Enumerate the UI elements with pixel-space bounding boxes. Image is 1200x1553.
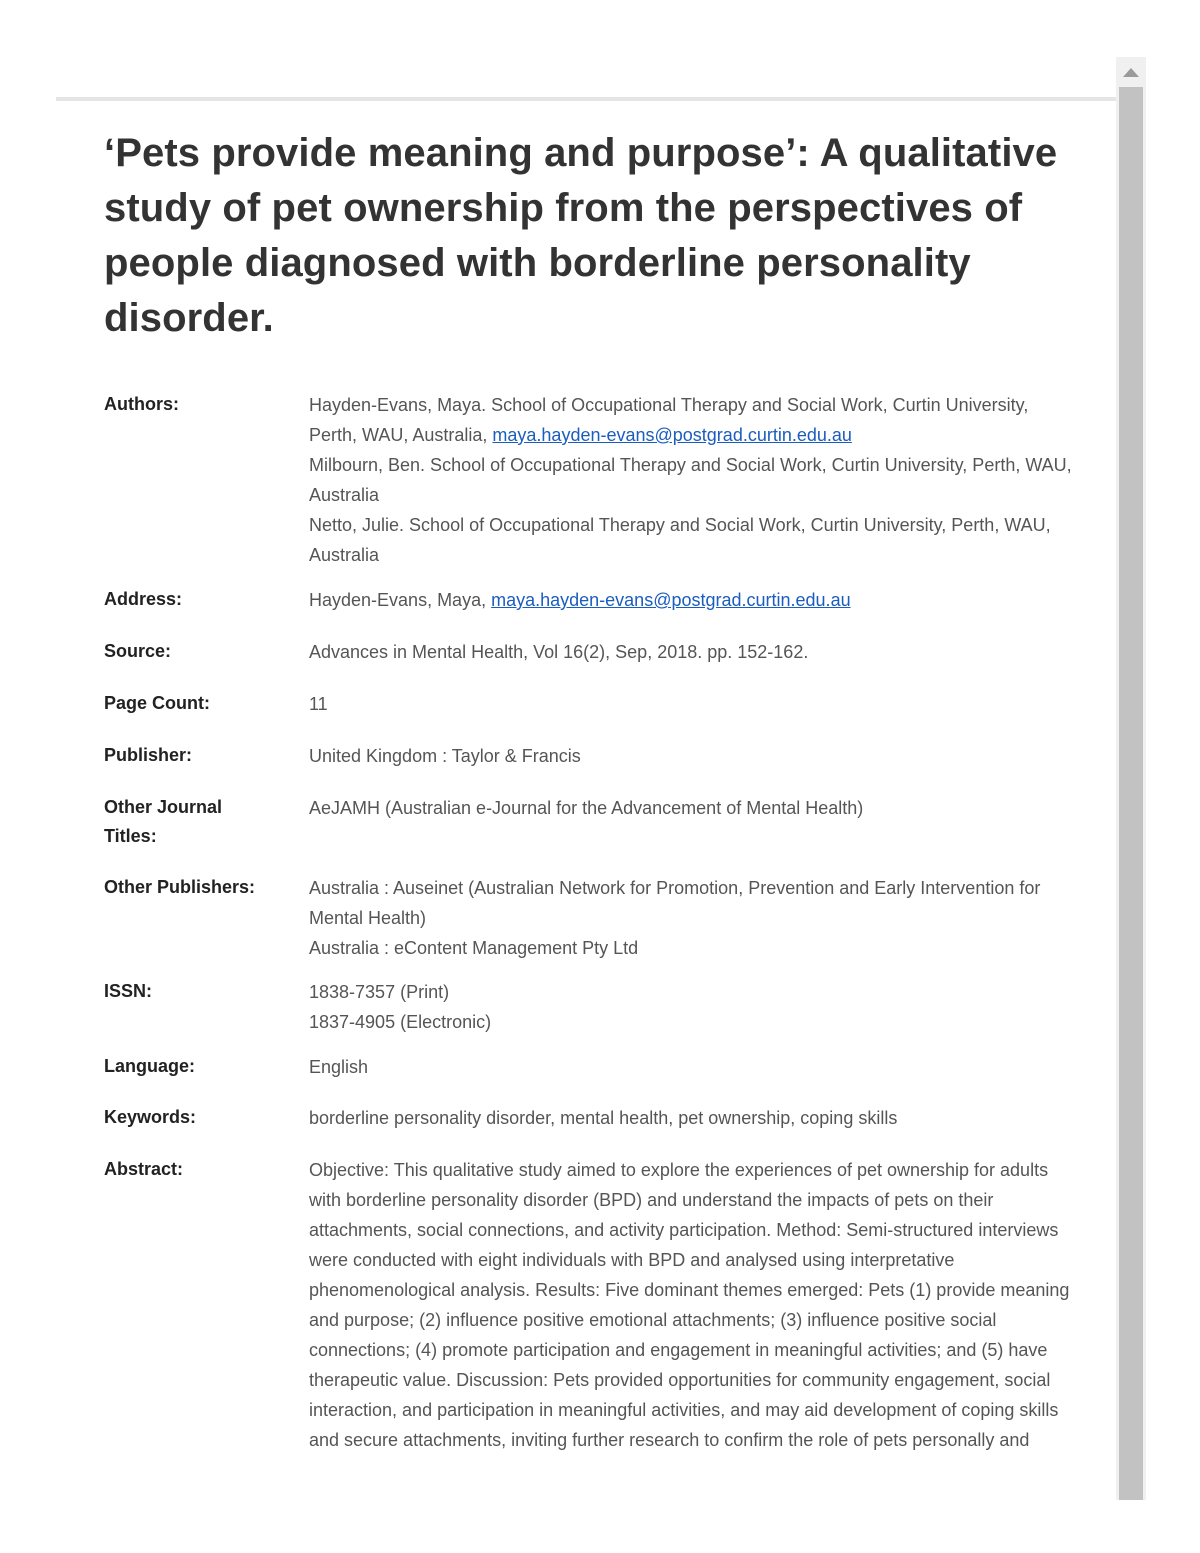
- issn-entry: 1837-4905 (Electronic): [309, 1012, 492, 1032]
- field-other-publishers: [104, 873, 1072, 963]
- other-publisher-entry: Australia : Auseinet (Australian Network for Promotion, Prevention and Early Intervention for Mental Health): [309, 878, 1041, 928]
- author-email-link[interactable]: maya.hayden-evans@postgrad.curtin.edu.au: [492, 425, 852, 445]
- author-entry: Netto, Julie. School of Occupational Therapy and Social Work, Curtin University, Perth, WAU, Australia: [309, 515, 1051, 565]
- vertical-scrollbar[interactable]: [1116, 57, 1146, 1500]
- field-address: [104, 585, 1072, 615]
- article-title: ‘Pets provide meaning and purpose’: A qualitative study of pet ownership from the perspectives of people diagnosed with borderline personality disorder.: [104, 131, 1058, 340]
- field-label: Language:: [104, 1056, 196, 1076]
- record-detail: [104, 126, 1072, 1455]
- keywords-value: borderline personality disorder, mental health, pet ownership, coping skills: [309, 1108, 898, 1128]
- field-label: Authors:: [104, 394, 179, 414]
- author-entry: [309, 390, 1072, 450]
- publisher-value: United Kingdom : Taylor & Francis: [309, 746, 581, 766]
- field-label: Source:: [104, 641, 172, 661]
- field-label: Publisher:: [104, 745, 193, 765]
- top-divider: [56, 97, 1116, 101]
- source-value: Advances in Mental Health, Vol 16(2), Sep, 2018. pp. 152-162.: [309, 642, 809, 662]
- field-label: Keywords:: [104, 1107, 197, 1127]
- field-page-count: [104, 689, 1072, 719]
- other-journal-titles-value: AeJAMH (Australian e-Journal for the Advancement of Mental Health): [309, 798, 864, 818]
- issn-entry: 1838-7357 (Print): [309, 982, 450, 1002]
- field-label: Other Publishers:: [104, 877, 256, 897]
- abstract-value: Objective: This qualitative study aimed to explore the experiences of pet ownership for adults with borderline personality disorder (BPD) and understand the impacts of pets on their attachments, social connections, and activity participation. Method: Semi-structured interviews were conducted with eight individuals with BPD and analysed using interpretative phenomenological analysis. Results: Five dominant themes emerged: Pets (1) provide meaning and purpose; (2) influence positive emotional attachments; (3) influence positive social connections; (4) promote participation and engagement in meaningful activities; and (5) have therapeutic value. Discussion: Pets provided opportunities for community engagement, social interaction, and participation in meaningful activities, and may aid development of coping skills and secure attachments, inviting further research to confirm the role of pets personally and: [309, 1160, 1070, 1450]
- field-publisher: [104, 741, 1072, 771]
- other-publisher-entry: Australia : eContent Management Pty Ltd: [309, 938, 639, 958]
- address-value: [309, 585, 1072, 615]
- field-language: [104, 1052, 1072, 1082]
- page-count-value: 11: [309, 694, 328, 714]
- authors-value: [309, 390, 1072, 570]
- field-source: [104, 637, 1072, 667]
- scrollbar-thumb[interactable]: [1119, 87, 1143, 1500]
- other-publishers-value: [309, 873, 1072, 963]
- address-email-link[interactable]: maya.hayden-evans@postgrad.curtin.edu.au: [491, 590, 851, 610]
- field-label: Page Count:: [104, 693, 210, 713]
- field-keywords: [104, 1103, 1072, 1133]
- field-label: Other Journal Titles:: [104, 797, 223, 846]
- field-label: Abstract:: [104, 1159, 184, 1179]
- field-authors: [104, 390, 1072, 570]
- field-abstract: [104, 1155, 1072, 1455]
- field-label: ISSN:: [104, 981, 153, 1001]
- author-affiliation: Hayden-Evans, Maya. School of Occupational Therapy and Social Work, Curtin University, Perth, WAU, Australia,: [309, 395, 1029, 445]
- field-issn: [104, 977, 1072, 1037]
- address-text: Hayden-Evans, Maya,: [309, 590, 492, 610]
- field-other-journal-titles: [104, 793, 1072, 851]
- scroll-up-arrow-icon[interactable]: [1116, 57, 1146, 87]
- field-label: Address:: [104, 589, 183, 609]
- language-value: English: [309, 1057, 369, 1077]
- author-entry: Milbourn, Ben. School of Occupational Therapy and Social Work, Curtin University, Perth, WAU, Australia: [309, 455, 1072, 505]
- record-fields: [104, 390, 1072, 1455]
- issn-value: [309, 977, 1072, 1037]
